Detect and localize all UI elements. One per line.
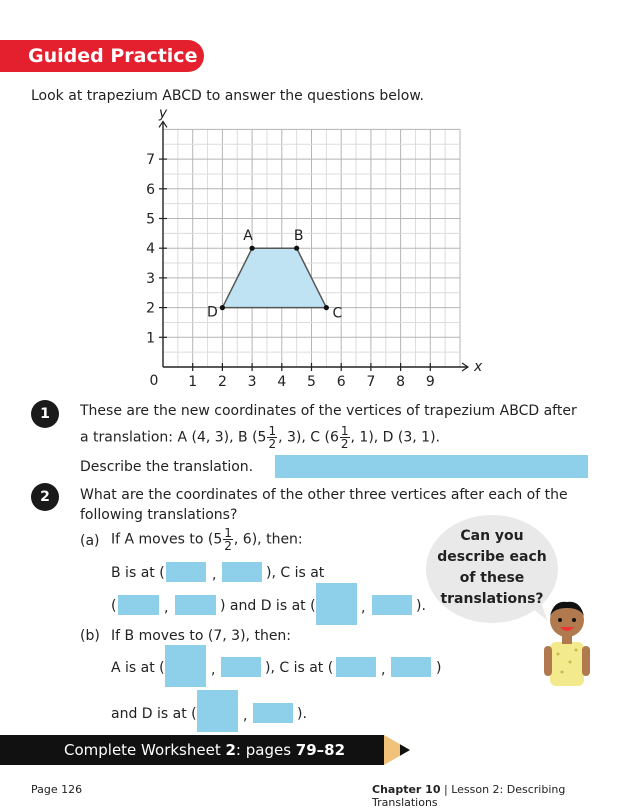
coordinate-grid [138, 105, 483, 390]
trapezium-abcd [222, 248, 326, 307]
q2a-b-label: B is at ( [111, 565, 165, 581]
vertex-a [250, 246, 255, 251]
fraction-half [223, 527, 233, 552]
q2a-label: (a) [80, 533, 100, 549]
speech-bubble [426, 515, 558, 623]
q2a-text2: , 6), then: [233, 531, 303, 548]
close-paren: ). [416, 598, 426, 614]
q2a-b-x-box[interactable] [166, 562, 206, 582]
y-tick-label: 5 [146, 211, 155, 228]
q2b-d-label: and D is at ( [111, 706, 197, 722]
x-axis-label: x [474, 359, 483, 375]
q2a-text1: If A moves to (5 [111, 531, 223, 548]
question-2-number: 2 [31, 483, 59, 511]
frac-den: 2 [268, 437, 277, 451]
comma: , [211, 662, 216, 678]
q1-text-b: , 3), C (6 [278, 429, 339, 446]
q2b-c-x-box[interactable] [336, 657, 376, 677]
q2b-text: If B moves to (7, 3), then: [111, 628, 292, 644]
q1-describe-label: Describe the translation. [80, 459, 254, 475]
vertex-label-c: C [332, 305, 343, 322]
footer-mid: : pages [235, 741, 296, 759]
x-tick-label: 5 [307, 374, 316, 390]
y-tick-label: 6 [146, 181, 155, 198]
vertex-b [294, 246, 299, 251]
intro-text: Look at trapezium ABCD to answer the questions below. [31, 88, 424, 104]
y-tick-label: 7 [146, 152, 155, 169]
q2a-c-y-box[interactable] [175, 595, 216, 615]
frac-den: 2 [340, 437, 349, 451]
bubble-line: Can you [460, 528, 524, 544]
y-tick-label: 2 [146, 300, 155, 317]
frac-num: 1 [224, 526, 232, 540]
x-tick-label: 9 [425, 374, 435, 390]
x-tick-label: 1 [188, 374, 198, 390]
x-tick-label: 3 [247, 374, 257, 390]
q2a-d-y-box[interactable] [372, 595, 412, 615]
x-tick-label: 2 [217, 374, 227, 390]
frac-num: 1 [268, 424, 277, 438]
q2b-d-y-box[interactable] [253, 703, 293, 723]
q2a-d-label: ) and D is at ( [220, 598, 316, 614]
footer-pre: Complete Worksheet [64, 741, 226, 759]
pencil-tip-icon [384, 735, 418, 765]
chapter-label: Chapter 10 [372, 783, 441, 796]
close-paren: ) [436, 660, 442, 676]
y-tick-label: 3 [146, 270, 155, 287]
worksheet-bar [0, 735, 384, 765]
question-1-number: 1 [31, 400, 59, 428]
fraction-half [340, 425, 350, 450]
q2a-c-x-box[interactable] [118, 595, 159, 615]
q2b-a-y-box[interactable] [221, 657, 261, 677]
q1-text-a: a translation: A (4, 3), B (5 [80, 429, 267, 446]
q2a-text [111, 527, 303, 552]
q2b-c-y-box[interactable] [391, 657, 431, 677]
y-tick-label: 4 [146, 241, 155, 258]
footer-num: 2 [225, 741, 236, 759]
vertex-c [324, 305, 329, 310]
section-banner [0, 40, 204, 72]
chapter-info [372, 783, 623, 809]
q2-line1: What are the coordinates of the other three vertices after each of the [80, 487, 568, 503]
x-tick-label: 4 [277, 374, 287, 390]
q2a-c-label: ), C is at [266, 565, 325, 581]
q2b-a-x-box[interactable] [165, 645, 206, 687]
vertex-d [220, 305, 225, 310]
comma: , [243, 708, 248, 724]
separator: | [440, 783, 452, 796]
vertex-label-d: D [207, 304, 218, 321]
footer-pages: 79–82 [295, 741, 346, 759]
q2a-d-x-box[interactable] [316, 583, 357, 625]
bubble-line: describe each [437, 549, 547, 565]
q2b-label: (b) [80, 628, 100, 644]
close-paren: ). [297, 706, 307, 722]
open-paren: ( [111, 598, 117, 614]
comma: , [212, 567, 217, 583]
q2b-c-label: ), C is at ( [265, 660, 334, 676]
x-tick-label: 6 [336, 374, 346, 390]
x-tick-label: 7 [366, 374, 376, 390]
comma: , [164, 600, 169, 616]
bubble-line: of these [459, 570, 525, 586]
grid-lines [163, 129, 460, 367]
q2b-a-label: A is at ( [111, 660, 165, 676]
vertex-label-a: A [243, 228, 253, 245]
y-tick-label: 1 [146, 330, 155, 347]
comma: , [381, 662, 386, 678]
fraction-half [267, 425, 277, 450]
q2-line2: following translations? [80, 507, 238, 523]
bubble-line: translations? [440, 591, 544, 607]
q1-text-c: , 1), D (3, 1). [350, 429, 441, 446]
origin-label: 0 [149, 373, 159, 389]
q2a-b-y-box[interactable] [222, 562, 262, 582]
lesson-label: Lesson 2: Describing Translations [372, 783, 566, 809]
page-number: Page 126 [31, 783, 83, 796]
q1-line2 [80, 425, 440, 450]
frac-den: 2 [224, 539, 232, 553]
vertex-label-b: B [293, 228, 304, 245]
frac-num: 1 [340, 424, 349, 438]
q1-answer-box[interactable] [275, 455, 588, 478]
y-axis-label: y [158, 105, 168, 122]
comma: , [361, 600, 366, 616]
child-character-icon [540, 598, 592, 690]
q2b-d-x-box[interactable] [197, 690, 238, 732]
banner-title: Guided Practice [28, 45, 198, 67]
x-tick-label: 8 [396, 374, 406, 390]
q1-line1: These are the new coordinates of the vertices of trapezium ABCD after [80, 403, 577, 419]
